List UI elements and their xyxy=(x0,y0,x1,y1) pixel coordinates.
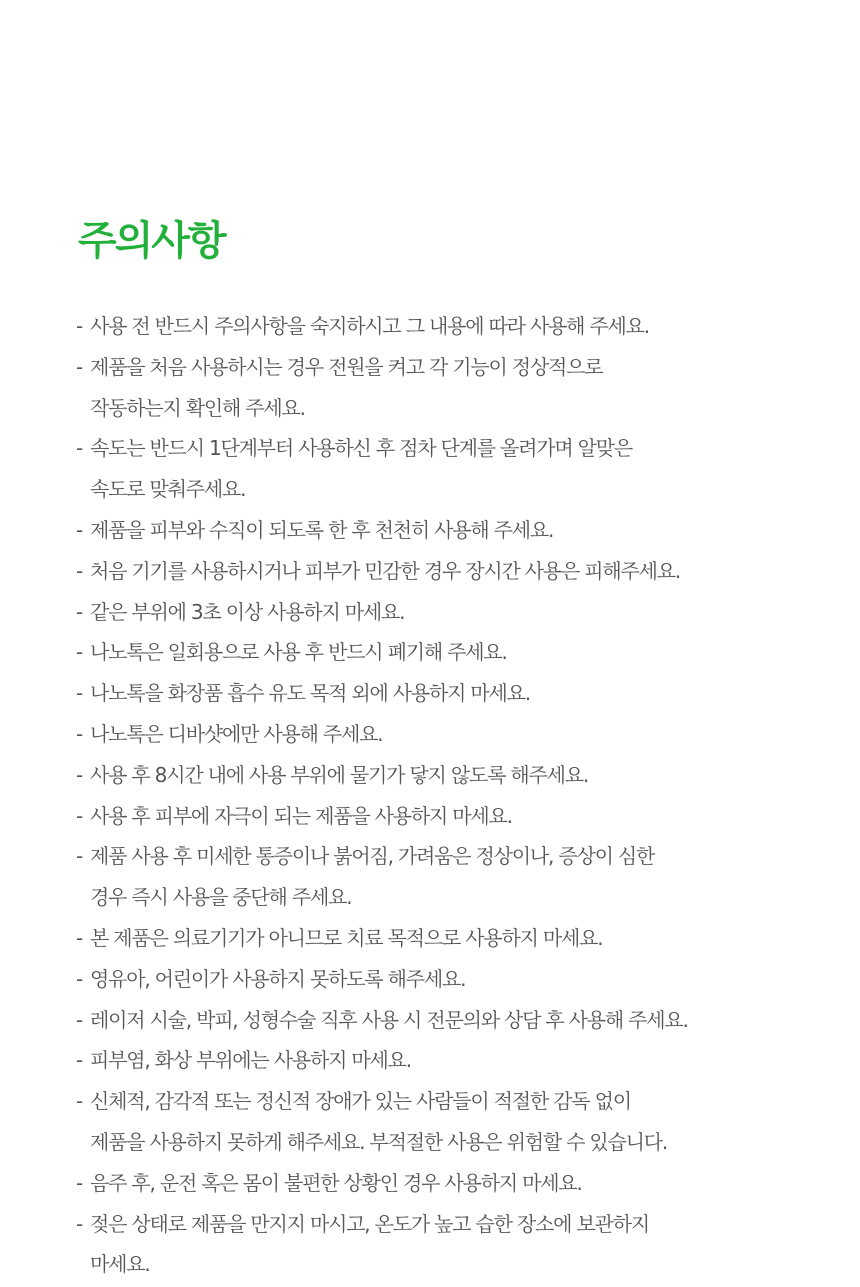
list-item xyxy=(76,632,816,673)
bullet-dash: - xyxy=(76,1170,83,1195)
bullet-dash: - xyxy=(76,1211,83,1236)
bullet-dash: - xyxy=(76,558,83,583)
list-item-text: 영유아, 어린이가 사용하지 못하도록 해주세요. xyxy=(90,966,466,991)
bullet-dash: - xyxy=(76,721,83,746)
list-item xyxy=(76,714,816,755)
page-title: 주의사항 xyxy=(78,218,225,264)
list-item xyxy=(76,959,816,1000)
list-item xyxy=(76,1204,816,1286)
list-item xyxy=(76,510,816,551)
bullet-dash: - xyxy=(76,762,83,787)
list-item-text: 나노톡은 디바샷에만 사용해 주세요. xyxy=(90,721,383,746)
bullet-dash: - xyxy=(76,436,83,461)
bullet-dash: - xyxy=(76,1089,83,1114)
list-item xyxy=(76,918,816,959)
bullet-dash: - xyxy=(76,599,83,624)
list-item-text: 같은 부위에 3초 이상 사용하지 마세요. xyxy=(90,599,405,624)
list-item-text: 제품을 피부와 수직이 되도록 한 후 천천히 사용해 주세요. xyxy=(90,517,554,542)
list-item-text: 음주 후, 운전 혹은 몸이 불편한 상황인 경우 사용하지 마세요. xyxy=(90,1170,582,1195)
list-item xyxy=(76,1081,816,1163)
precautions-list xyxy=(76,306,816,1285)
list-item xyxy=(76,755,816,796)
list-item-text: 나노톡은 일회용으로 사용 후 반드시 폐기해 주세요. xyxy=(90,640,507,665)
bullet-dash: - xyxy=(76,314,83,338)
list-item-text: 피부염, 화상 부위에는 사용하지 마세요. xyxy=(90,1048,411,1073)
list-item-text: 사용 후 8시간 내에 사용 부위에 물기가 닿지 않도록 해주세요. xyxy=(90,762,588,787)
bullet-dash: - xyxy=(76,925,83,950)
list-item xyxy=(76,1000,816,1041)
list-item-text: 속도는 반드시 1단계부터 사용하신 후 점차 단계를 올려가며 알맞은 속도로 맞춰주세요. xyxy=(90,436,633,502)
list-item xyxy=(76,551,816,592)
list-item-text: 사용 전 반드시 주의사항을 숙지하시고 그 내용에 따라 사용해 주세요. xyxy=(90,314,649,338)
list-item xyxy=(76,306,816,347)
list-item-text: 사용 후 피부에 자극이 되는 제품을 사용하지 마세요. xyxy=(90,803,512,828)
list-item-text: 나노톡을 화장품 흡수 유도 목적 외에 사용하지 마세요. xyxy=(90,681,530,706)
bullet-dash: - xyxy=(76,517,83,542)
bullet-dash: - xyxy=(76,681,83,706)
bullet-dash: - xyxy=(76,966,83,991)
bullet-dash: - xyxy=(76,354,83,379)
list-item-text: 본 제품은 의료기기가 아니므로 치료 목적으로 사용하지 마세요. xyxy=(90,925,603,950)
list-item-text: 레이저 시술, 박피, 성형수술 직후 사용 시 전문의와 상담 후 사용해 주세요. xyxy=(90,1007,688,1032)
list-item xyxy=(76,347,816,429)
list-item xyxy=(76,1163,816,1204)
list-item-text: 제품 사용 후 미세한 통증이나 붉어짐, 가려움은 정상이나, 증상이 심한 경우 즉시 사용을 중단해 주세요. xyxy=(90,844,655,910)
bullet-dash: - xyxy=(76,803,83,828)
list-item xyxy=(76,592,816,633)
bullet-dash: - xyxy=(76,1048,83,1073)
bullet-dash: - xyxy=(76,640,83,665)
list-item xyxy=(76,796,816,837)
list-item xyxy=(76,836,816,918)
list-item xyxy=(76,673,816,714)
list-item xyxy=(76,428,816,510)
list-item-text: 처음 기기를 사용하시거나 피부가 민감한 경우 장시간 사용은 피해주세요. xyxy=(90,558,681,583)
list-item-text: 신체적, 감각적 또는 정신적 장애가 있는 사람들이 적절한 감독 없이 제품을 사용하지 못하게 해주세요. 부적절한 사용은 위험할 수 있습니다. xyxy=(90,1089,668,1154)
bullet-dash: - xyxy=(76,844,83,869)
list-item xyxy=(76,1040,816,1081)
list-item-text: 제품을 처음 사용하시는 경우 전원을 켜고 각 기능이 정상적으로 작동하는지 확인해 주세요. xyxy=(90,354,603,420)
list-item-text: 젖은 상태로 제품을 만지지 마시고, 온도가 높고 습한 장소에 보관하지 마세요. xyxy=(90,1211,649,1277)
bullet-dash: - xyxy=(76,1007,83,1032)
